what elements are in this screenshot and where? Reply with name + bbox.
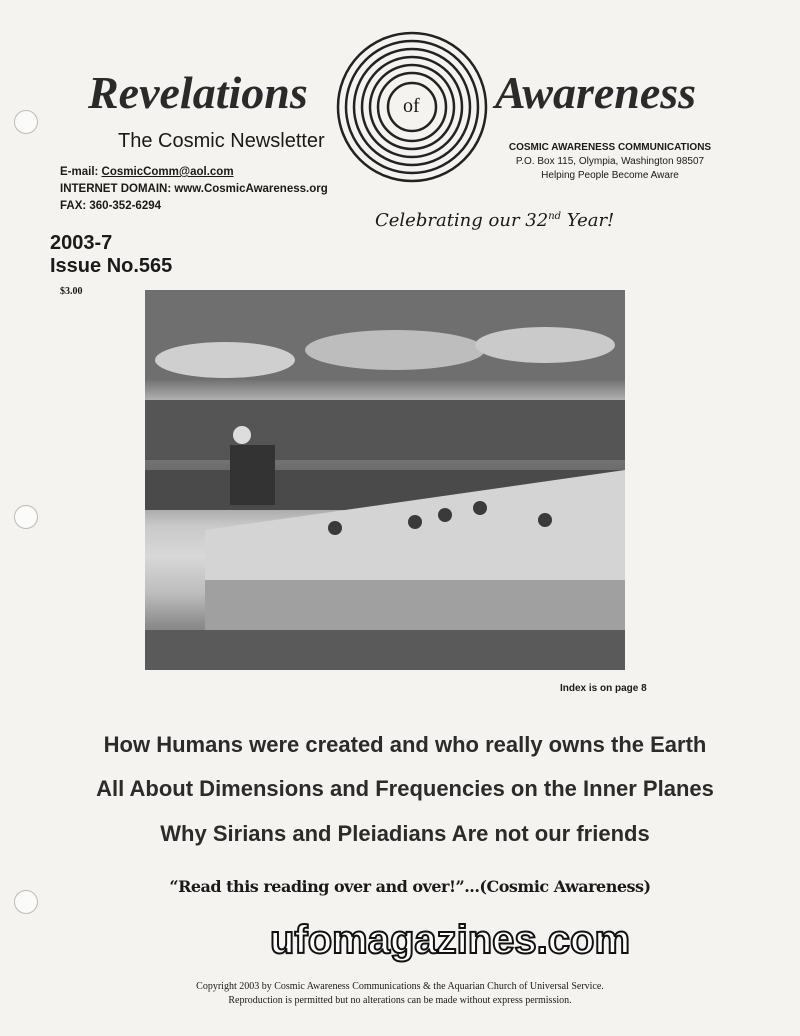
issue-price: $3.00 <box>60 286 83 297</box>
headline-1: How Humans were created and who really owns the Earth <box>103 732 707 757</box>
internet-domain: INTERNET DOMAIN: www.CosmicAwareness.org <box>60 183 328 195</box>
index-note: Index is on page 8 <box>560 683 647 694</box>
punch-hole <box>14 110 38 134</box>
masthead-title-mid: of <box>403 95 420 117</box>
punch-hole <box>14 505 38 529</box>
issue-number: Issue No.565 <box>50 255 173 277</box>
fax: FAX: 360-352-6294 <box>60 200 162 212</box>
issue-date: 2003-7 <box>50 232 113 254</box>
celebrating-text: Celebrating our 32 <box>375 210 549 231</box>
publisher-address: P.O. Box 115, Olympia, Washington 98507 <box>515 156 705 167</box>
celebrating-text-end: Year! <box>561 210 615 231</box>
watermark: ufomagazines.com <box>269 918 631 962</box>
copyright-line: Copyright 2003 by Cosmic Awareness Communications & the Aquarian Church of Universal Service. <box>196 981 604 992</box>
pull-quote: “Read this reading over and over!”...(Cosmic Awareness) <box>169 877 651 896</box>
punch-hole <box>14 890 38 914</box>
publisher-block <box>500 141 720 183</box>
newsletter-subtitle: The Cosmic Newsletter <box>118 130 325 152</box>
masthead-title-left: Revelations <box>88 67 308 118</box>
headline-2: All About Dimensions and Frequencies on the Inner Planes <box>96 776 714 801</box>
cover-photo-harbor <box>145 290 625 670</box>
copyright-block <box>100 980 700 1008</box>
copyright-line: Reproduction is permitted but no alterations can be made without express permission. <box>228 995 572 1006</box>
celebrating-sup: nd <box>548 211 562 222</box>
celebrating-banner <box>375 210 614 231</box>
publisher-tagline: Helping People Become Aware <box>541 170 679 181</box>
harbor-scene <box>145 290 625 670</box>
publisher-name: COSMIC AWARENESS COMMUNICATIONS <box>508 142 712 153</box>
masthead-title-right: Awareness <box>495 67 697 118</box>
email-link[interactable]: CosmicComm@aol.com <box>101 166 234 178</box>
contact-block <box>60 164 328 215</box>
headline-3: Why Sirians and Pleiadians Are not our friends <box>160 821 650 846</box>
email-label: E-mail: <box>60 166 99 178</box>
